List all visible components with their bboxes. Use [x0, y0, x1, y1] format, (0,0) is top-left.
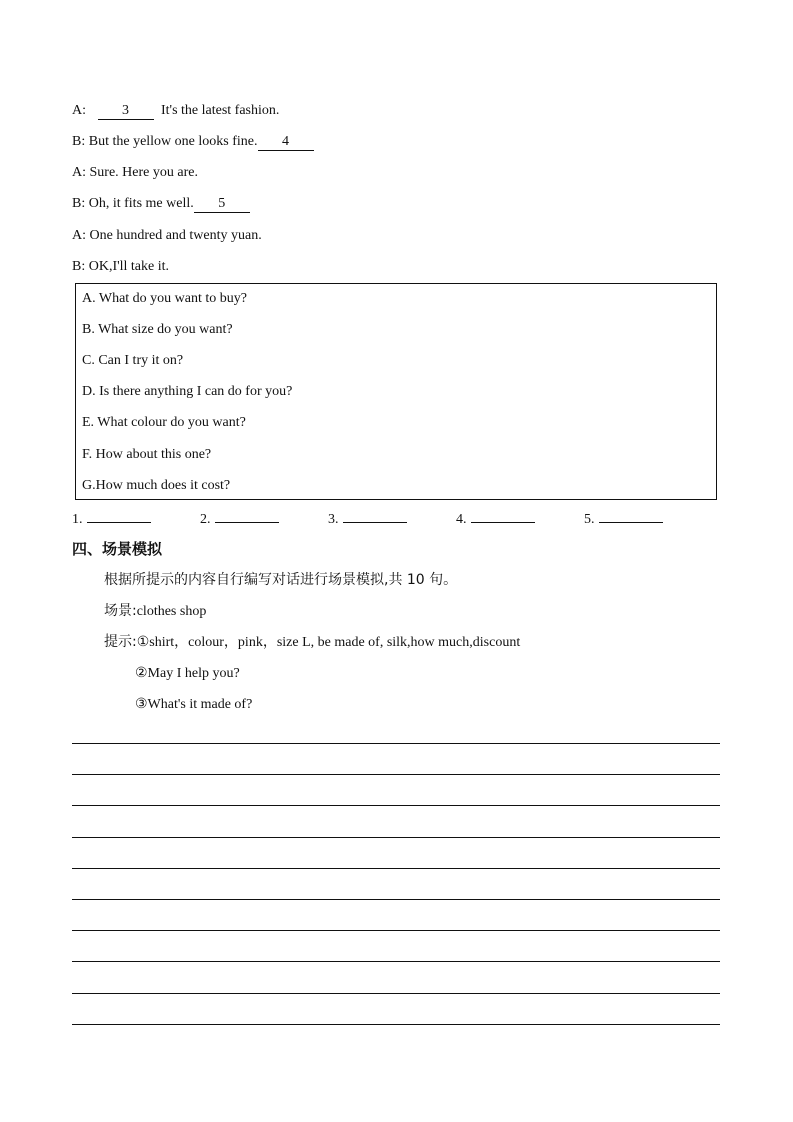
answer-blank[interactable]: 5: [194, 195, 250, 213]
speaker: A:: [72, 103, 86, 118]
answer-underline[interactable]: [87, 508, 151, 523]
answer-underline[interactable]: [599, 508, 663, 523]
dialogue-line-3: [72, 163, 198, 183]
answer-slot-2[interactable]: [200, 508, 279, 528]
option-f: F. How about this one?: [82, 447, 212, 462]
writing-line[interactable]: [72, 993, 720, 994]
hint-line-2: ②May I help you?: [135, 666, 240, 681]
option-g: G.How much does it cost?: [82, 478, 231, 493]
answer-underline[interactable]: [343, 508, 407, 523]
option-a: A. What do you want to buy?: [82, 291, 247, 306]
dialogue-line-4: [72, 194, 254, 214]
speaker: A:: [72, 165, 86, 180]
dialogue-text: Sure. Here you are.: [89, 165, 198, 180]
option-e: E. What colour do you want?: [82, 415, 246, 430]
scene-label: 场景:: [104, 603, 137, 619]
dialogue-text: One hundred and twenty yuan.: [89, 228, 262, 243]
writing-line[interactable]: [72, 1024, 720, 1025]
writing-line[interactable]: [72, 743, 720, 744]
option-c: C. Can I try it on?: [82, 353, 184, 368]
answer-blank[interactable]: 4: [258, 133, 314, 151]
writing-line[interactable]: [72, 805, 720, 806]
answer-number: 2.: [200, 512, 211, 527]
writing-line[interactable]: [72, 930, 720, 931]
writing-line[interactable]: [72, 868, 720, 869]
dialogue-line-2: [72, 132, 318, 152]
answer-slot-3[interactable]: [328, 508, 407, 528]
hint-line-3: ③What's it made of?: [135, 697, 253, 712]
writing-line[interactable]: [72, 961, 720, 962]
writing-line[interactable]: [72, 837, 720, 838]
speaker: B:: [72, 134, 86, 149]
hint-line-1: [104, 632, 520, 652]
dialogue-line-1: [72, 101, 279, 121]
hint-label: 提示:: [104, 634, 137, 650]
answer-number: 5.: [584, 512, 595, 527]
option-d: D. Is there anything I can do for you?: [82, 384, 293, 399]
section-heading: 四、场景模拟: [72, 540, 163, 558]
writing-line[interactable]: [72, 899, 720, 900]
answer-number: 4.: [456, 512, 467, 527]
dialogue-text: It's the latest fashion.: [161, 103, 280, 118]
scene-line: [104, 601, 206, 621]
dialogue-text: OK,I'll take it.: [88, 259, 170, 274]
speaker: B:: [72, 259, 86, 274]
speaker: A:: [72, 228, 86, 243]
answer-underline[interactable]: [471, 508, 535, 523]
answer-slot-4[interactable]: [456, 508, 535, 528]
answer-blank[interactable]: 3: [98, 102, 154, 120]
option-b: B. What size do you want?: [82, 322, 233, 337]
dialogue-text: But the yellow one looks fine.: [88, 134, 258, 149]
answer-number: 3.: [328, 512, 339, 527]
section-instruction: 根据所提示的内容自行编写对话进行场景模拟,共 10 句。: [104, 572, 458, 588]
scene-value: clothes shop: [136, 604, 207, 619]
answer-slot-1[interactable]: [72, 508, 151, 528]
writing-line[interactable]: [72, 774, 720, 775]
hint-text: ①shirt，colour，pink，size L, be made of, silk,how much,discount: [136, 635, 521, 650]
answer-slot-5[interactable]: [584, 508, 663, 528]
answer-number: 1.: [72, 512, 83, 527]
answer-underline[interactable]: [215, 508, 279, 523]
dialogue-line-5: [72, 226, 262, 246]
dialogue-text: Oh, it fits me well.: [88, 196, 194, 211]
speaker: B:: [72, 196, 86, 211]
dialogue-line-6: [72, 257, 169, 277]
